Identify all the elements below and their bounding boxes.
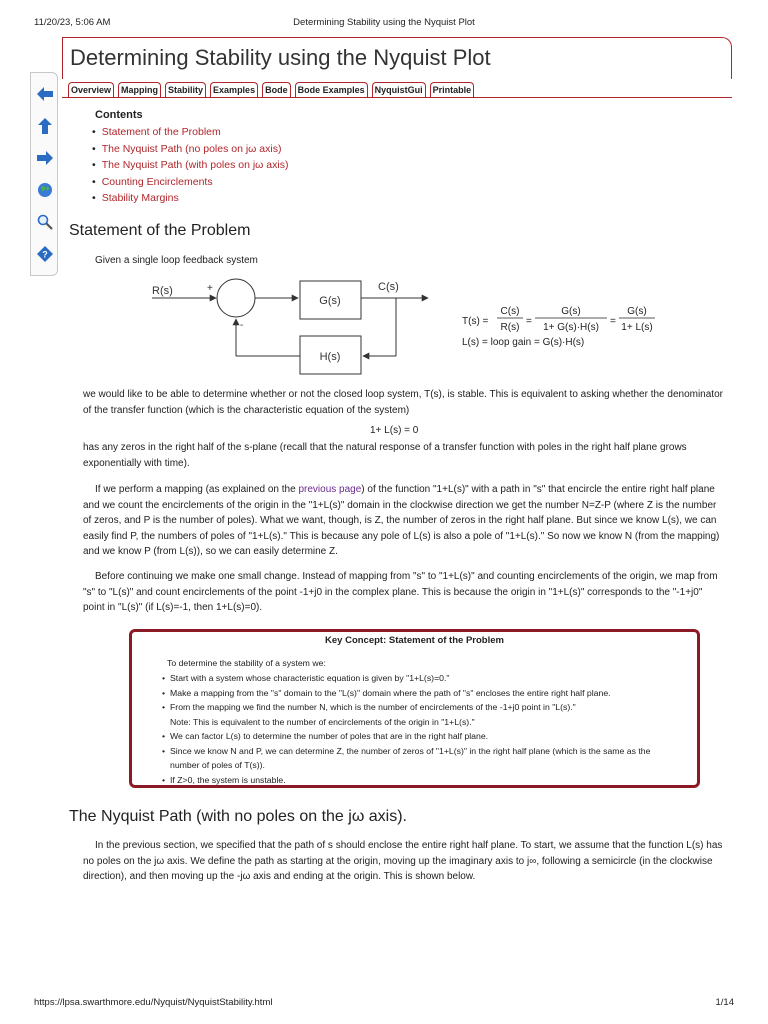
eq-t-den1: R(s) bbox=[500, 322, 520, 333]
characteristic-equation: 1+ L(s) = 0 bbox=[370, 425, 419, 436]
tab-overview[interactable]: Overview bbox=[68, 82, 114, 97]
tab-mapping[interactable]: Mapping bbox=[118, 82, 161, 97]
tab-bode[interactable]: Bode bbox=[262, 82, 291, 97]
print-url: https://lpsa.swarthmore.edu/Nyquist/NyquistStability.html bbox=[34, 997, 273, 1008]
diagram-output-label: C(s) bbox=[378, 281, 399, 293]
key-concept-item: • We can factor L(s) to determine the number of poles that are in the right half plane. bbox=[162, 729, 682, 744]
magnifier-icon[interactable] bbox=[36, 213, 54, 231]
summing-plus: + bbox=[207, 283, 213, 294]
eq-t-num2: G(s) bbox=[561, 306, 581, 317]
feedback-block-diagram bbox=[140, 274, 440, 384]
print-page-number: 1/14 bbox=[715, 997, 734, 1008]
key-concept-item: • If Z>0, the system is unstable. bbox=[162, 773, 682, 788]
summing-junction bbox=[217, 279, 255, 317]
eq-t-num1: C(s) bbox=[500, 306, 520, 317]
print-footer bbox=[34, 997, 734, 1011]
contents-link-margins[interactable]: • Stability Margins bbox=[95, 190, 288, 207]
section-heading-statement: Statement of the Problem bbox=[69, 222, 251, 239]
key-concept-item-with-note bbox=[162, 700, 682, 729]
paragraph-1: we would like to be able to determine whether or not the closed loop system, T(s), is stable. This is equivalent to asking whether the denominator of the transfer function (which is the characteristic equation of the system) bbox=[83, 389, 723, 416]
print-doc-title: Determining Stability using the Nyquist Plot bbox=[293, 17, 475, 28]
h-block-label: H(s) bbox=[319, 351, 341, 363]
table-of-contents bbox=[95, 109, 288, 207]
globe-icon[interactable] bbox=[36, 181, 54, 199]
contents-link-nyquist-with-poles[interactable]: • The Nyquist Path (with poles on jω axis) bbox=[95, 157, 288, 174]
previous-page-link[interactable]: previous page bbox=[298, 484, 362, 495]
tab-nyquistgui[interactable]: NyquistGui bbox=[372, 82, 426, 97]
eq-loop-gain: L(s) = loop gain = G(s)·H(s) bbox=[462, 337, 585, 348]
paragraph-5-text: In the previous section, we specified that the path of s should enclose the entire right half plane. To start, we assume that the function L(s) has no poles on the jω axis. We define the path as starting at the origin, moving up the imaginary axis to j∞, following a semicircle (in the clockwise direction), and then moving up the -jω axis and ending at the origin. This is shown below. bbox=[83, 840, 723, 882]
transfer-function-equation bbox=[462, 300, 682, 350]
intro-text: Given a single loop feedback system bbox=[95, 255, 258, 266]
paragraph-4-text: Before continuing we make one small change. Instead of mapping from "s" to "1+L(s)" and counting encirclements of the origin, we map from "s" to "L(s)" and count encirclements of the point -1+j0 in the complex plane. This is because the origin in "1+L(s)" corresponds to the "-1+j0" point in "L(s)" (if L(s)=-1, then 1+L(s)=0). bbox=[83, 571, 718, 613]
tab-bar bbox=[62, 80, 732, 98]
key-concept-item: • Since we know N and P, we can determine Z, the number of zeros of "1+L(s)" in the right half plane (which is the same as the number of poles of T(s)). bbox=[162, 744, 682, 773]
key-concept-item-text: From the mapping we find the number N, which is the number of encirclements of the -1+j0 point in "L(s)." bbox=[170, 702, 576, 712]
contents-heading: Contents bbox=[95, 109, 143, 121]
eq-t-num3: G(s) bbox=[627, 306, 647, 317]
key-concept-title: Key Concept: Statement of the Problem bbox=[325, 635, 504, 646]
print-datetime: 11/20/23, 5:06 AM bbox=[34, 17, 111, 28]
up-arrow-icon[interactable] bbox=[36, 117, 54, 135]
svg-text:?: ? bbox=[42, 249, 48, 260]
eq-equals-2: = bbox=[610, 316, 616, 327]
contents-link-statement[interactable]: • Statement of the Problem bbox=[95, 124, 288, 141]
side-navigation bbox=[30, 72, 58, 276]
paragraph-3-start: If we perform a mapping (as explained on the bbox=[95, 484, 299, 495]
key-concept-item: • Start with a system whose characteristic equation is given by "1+L(s)=0." bbox=[162, 671, 682, 686]
tab-stability[interactable]: Stability bbox=[165, 82, 206, 97]
page-title: Determining Stability using the Nyquist Plot bbox=[70, 45, 491, 70]
help-icon[interactable] bbox=[36, 245, 54, 263]
tab-bode-examples[interactable]: Bode Examples bbox=[295, 82, 368, 97]
key-concept-intro: To determine the stability of a system we: bbox=[167, 658, 326, 668]
key-concept-note: Note: This is equivalent to the number of encirclements of the origin in "1+L(s)." bbox=[170, 716, 475, 727]
key-concept-item: • Make a mapping from the "s" domain to the "L(s)" domain where the path of "s" encloses the entire right half plane. bbox=[162, 686, 682, 701]
print-header bbox=[34, 17, 734, 31]
contents-link-nyquist-no-poles[interactable]: • The Nyquist Path (no poles on jω axis) bbox=[95, 141, 288, 158]
diagram-input-label: R(s) bbox=[152, 285, 173, 297]
g-block-label: G(s) bbox=[319, 295, 341, 307]
forward-arrow-icon[interactable] bbox=[36, 149, 54, 167]
page-title-box bbox=[62, 37, 732, 79]
key-concept-box bbox=[129, 629, 700, 788]
tab-examples[interactable]: Examples bbox=[210, 82, 258, 97]
contents-link-counting[interactable]: • Counting Encirclements bbox=[95, 174, 288, 191]
paragraph-3-end: ) of the function "1+L(s)" with a path in "s" that encircle the entire right half plane and we count the encirclements of the origin in the "1+L(s)" domain in the clockwise direction we get the number N=Z-P (where Z is the number of zeros, and P is the number of poles). What we want, though, is Z, the number of zeros in the right half plane. But since we know L(s), we can easily find P, the numbers of poles of "1+L(s)." This is because any pole of L(s) is also a pole of "1+L(s)." So now we know N (from the mapping) and we know P (from L(s)), so we can easily determine Z. bbox=[83, 484, 720, 557]
section-heading-nyquist-path: The Nyquist Path (with no poles on the jω axis). bbox=[69, 808, 407, 825]
paragraph-3 bbox=[83, 482, 723, 560]
paragraph-2: has any zeros in the right half of the s-plane (recall that the natural response of a transfer function with poles in the right half plane grows exponentially with time). bbox=[83, 442, 687, 469]
eq-equals-1: = bbox=[526, 316, 532, 327]
eq-t-den3: 1+ L(s) bbox=[621, 322, 653, 333]
paragraph-4 bbox=[83, 569, 723, 616]
tab-printable[interactable]: Printable bbox=[430, 82, 475, 97]
back-arrow-icon[interactable] bbox=[36, 85, 54, 103]
paragraph-5 bbox=[83, 838, 723, 885]
eq-t-den2: 1+ G(s)·H(s) bbox=[543, 322, 599, 333]
summing-minus: - bbox=[240, 320, 244, 331]
eq-t-lhs: T(s) = bbox=[462, 316, 489, 327]
